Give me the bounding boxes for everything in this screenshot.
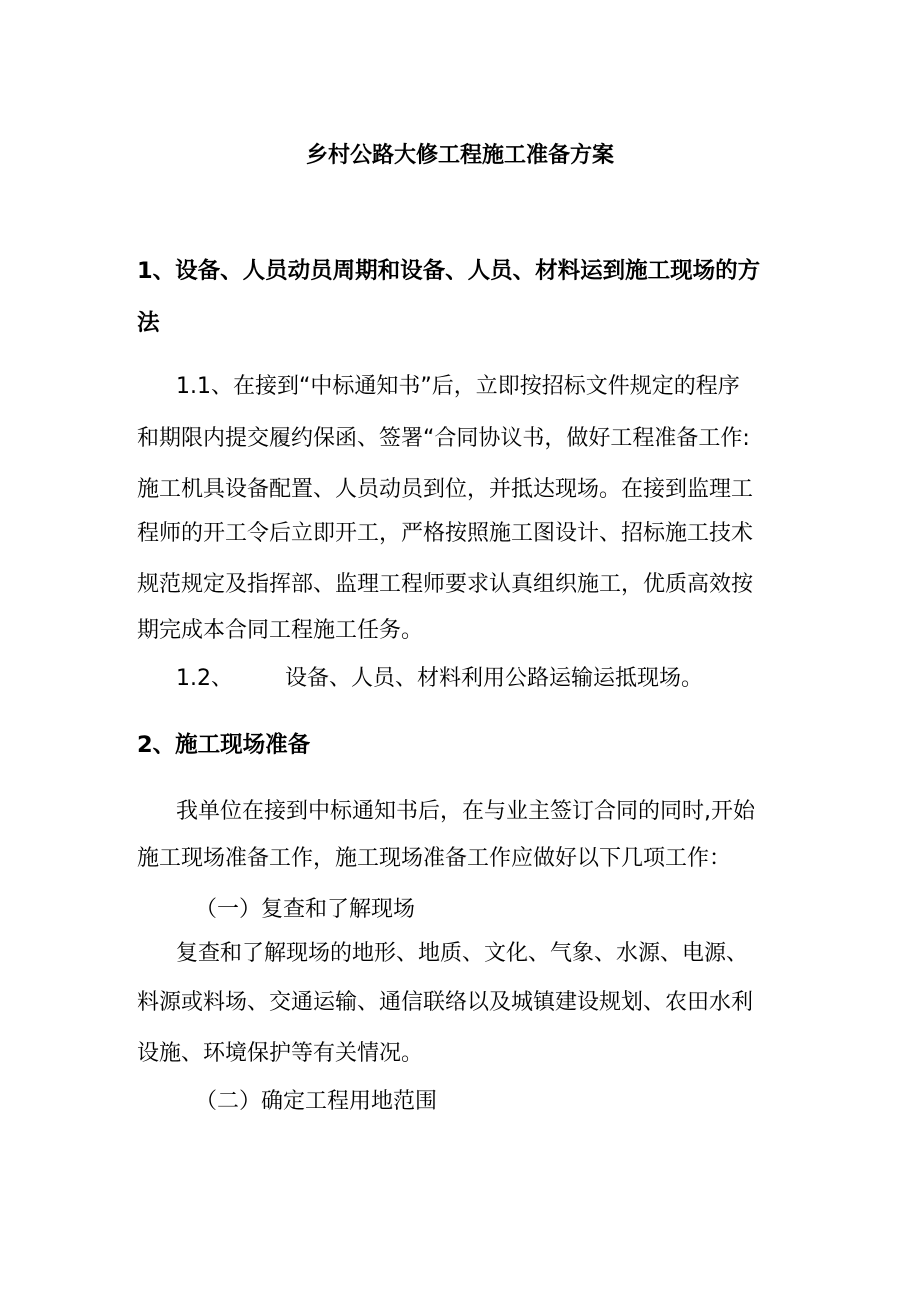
subsection-1-heading: （一）复查和了解现场: [195, 897, 416, 922]
paragraph-1-1-line-6: 期完成本合同工程施工任务。: [137, 618, 424, 643]
paragraph-1-1-line-3: 施工机具设备配置、人员动员到位，并抵达现场。在接到监理工: [137, 477, 754, 502]
paragraph-1-1-line-1: 1.1、在接到“中标通知书”后，立即按招标文件规定的程序: [176, 374, 740, 399]
paragraph-1-1-line-5: 规范规定及指挥部、监理工程师要求认真组织施工，优质高效按: [137, 572, 754, 597]
section-1-heading-line-2: 法: [137, 310, 160, 336]
section-2-intro-line-1: 我单位在接到中标通知书后，在与业主签订合同的同时,开始: [176, 799, 755, 824]
subsection-1-line-1: 复查和了解现场的地形、地质、文化、气象、水源、电源、: [176, 941, 749, 966]
paragraph-1-2-text: 设备、人员、材料利用公路运输运抵现场。: [285, 666, 704, 691]
paragraph-1-1-line-2: 和期限内提交履约保函、签署“合同协议书，做好工程准备工作:: [137, 426, 750, 451]
subsection-1-line-3: 设施、环境保护等有关情况。: [137, 1041, 424, 1066]
section-1-heading-line-1: 1、设备、人员动员周期和设备、人员、材料运到施工现场的方: [137, 258, 761, 284]
section-2-intro-line-2: 施工现场准备工作，施工现场准备工作应做好以下几项工作：: [137, 846, 732, 871]
paragraph-1-2-number: 1.2、: [176, 666, 233, 691]
section-2-heading: 2、施工现场准备: [137, 732, 311, 758]
paragraph-1-1-line-4: 程师的开工令后立即开工，严格按照施工图设计、招标施工技术: [137, 521, 754, 546]
document-title: 乡村公路大修工程施工准备方案: [305, 143, 614, 168]
subsection-1-line-2: 料源或料场、交通运输、通信联络以及城镇建设规划、农田水利: [137, 990, 754, 1015]
subsection-2-heading: （二）确定工程用地范围: [195, 1089, 438, 1114]
paragraph-1-2: [176, 666, 703, 692]
